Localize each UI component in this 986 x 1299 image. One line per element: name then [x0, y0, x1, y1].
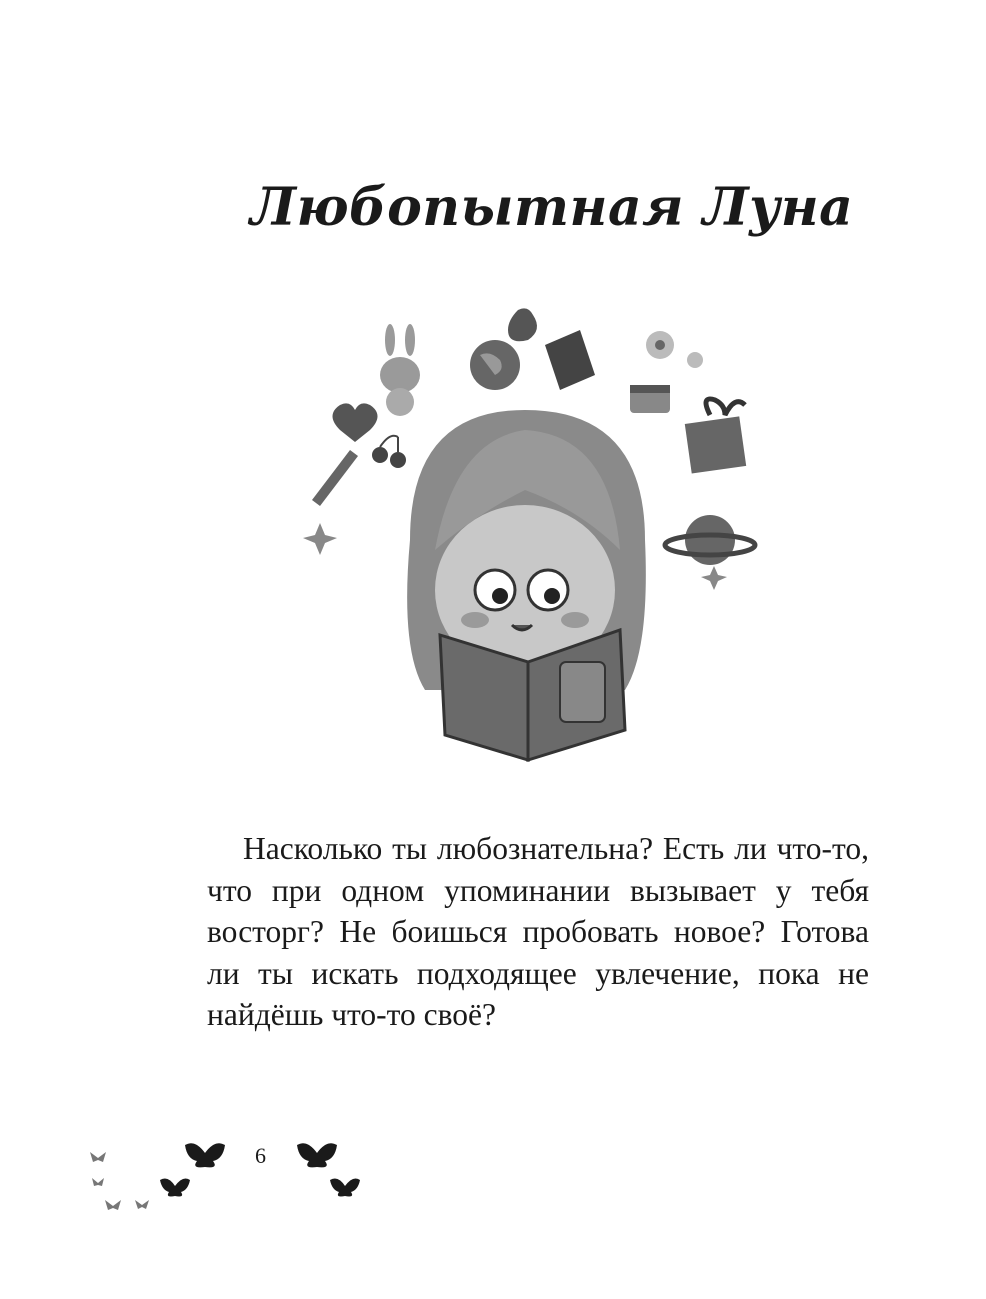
pencil-icon — [312, 450, 358, 506]
gift-icon — [685, 399, 746, 474]
body-paragraph: Насколько ты любознательна? Есть ли что-то, что при одном упоминании вызывает у тебя восторг? Не боишься пробовать новое? Готова ли ты искать подходящее увлечение, пока не найдёшь что-то своё? — [207, 831, 869, 1032]
cake-icon — [630, 385, 670, 413]
girl-figure — [407, 410, 646, 760]
butterfly-ornament — [80, 1130, 380, 1230]
bunny-icon — [380, 324, 420, 416]
butterfly-icon — [90, 1152, 149, 1210]
heart-icon — [333, 403, 378, 442]
cherries-icon — [372, 436, 406, 468]
page-number: 6 — [255, 1143, 266, 1168]
globe-icon — [470, 340, 520, 390]
butterfly-icon — [160, 1143, 360, 1196]
chapter-title: Любопытная Луна — [250, 177, 854, 238]
book-icon — [545, 330, 595, 390]
planet-icon — [665, 515, 755, 565]
girl-reading-illustration — [290, 290, 770, 770]
flower-icon — [646, 331, 703, 368]
pear-icon — [508, 308, 537, 341]
